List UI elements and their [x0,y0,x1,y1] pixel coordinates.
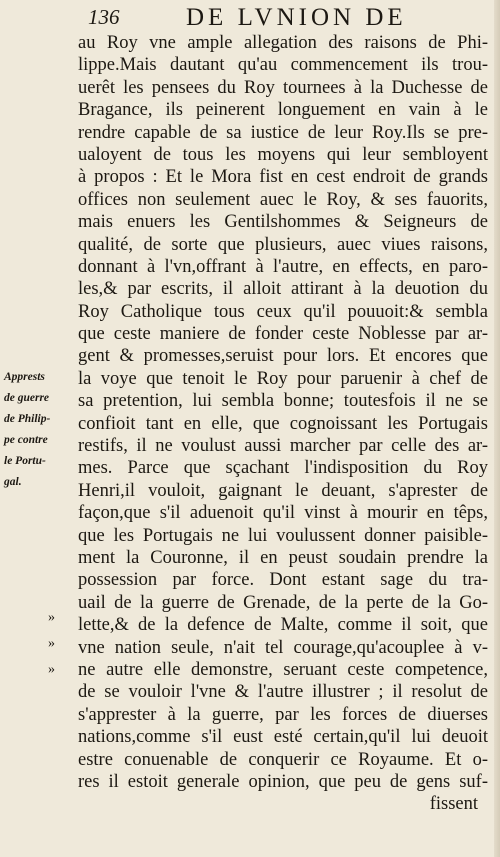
text-line: les,& par escrits, il alloit attirant à la deuotion du [78,279,488,300]
text-line: Bragance, ils peinerent longuement en vain à le [78,100,488,121]
text-line: ne autre elle demonstre, seruant ceste competence, [78,659,488,680]
margin-note-line: Apprests [4,371,45,383]
margin-note-line: gal. [4,476,22,488]
margin-note [4,367,78,493]
text-line: Roy Catholique tous ceux qu'il pouuoit:& sembla [78,301,488,322]
quote-mark: » [48,610,55,625]
text-line: nations,comme s'il eust esté certain,qu'il lui deuoit [78,727,488,748]
quote-mark: » [48,662,55,677]
text-line: au Roy vne ample allegation des raisons de Phi- [78,33,488,53]
text-line: uerêt les pensees du Roy tournees à la Duchesse de [78,77,488,98]
text-line: rendre capable de sa iustice de leur Roy.Ils se pre- [78,122,488,143]
body-text [78,32,488,816]
text-line: uail de la guerre de Grenade, de la perte de la Go- [78,592,488,613]
running-title: DE LVNION DE [186,4,407,31]
text-line: que ceste maniere de fonder ceste Noblesse par ar- [78,324,488,345]
text-line: restifs, il ne voulust aussi marcher par celle des ar- [78,436,488,457]
text-line: à propos : Et le Mora fist en cest endroit de grands [78,167,488,188]
text-line: vne nation seule, n'ait tel courage,qu'acouplee à v- [78,637,488,658]
text-line: lippe.Mais dautant qu'au commencement ils trou- [78,55,488,76]
text-line: qualité, de sorte que plusieurs, auec viues raisons, [78,234,488,255]
text-line: la voye que tenoit le Roy pour paruenir à chef de [78,368,488,389]
text-line: façon,que s'il aduenoit qu'il vinst à mourir en têps, [78,503,488,524]
quote-mark: » [48,636,55,651]
text-line: offices non seulement auec le Roy, & ses fauorits, [78,189,488,210]
text-line: Henri,il vouloit, gaignant le deuant, s'aprester de [78,480,488,501]
margin-note-line: de guerre [4,392,50,404]
page-header [0,2,500,32]
text-line: estre conuenable de conquerir ce Royaume. Et o- [78,749,488,770]
margin-note-line: de Philip- [4,413,51,425]
text-line: sa pretention, lui sembla bonne; toutesfois il ne se [78,391,488,412]
text-line: mes. Parce que sçachant l'indisposition du Roy [78,458,488,479]
text-line: que les Portugais ne lui voulussent donner paisible- [78,525,488,546]
text-line: ment la Couronne, il en peust soudain prendre la [78,547,488,568]
text-line: s'apprester à la guerre, par les forces de diuerses [78,704,488,725]
text-line: donnant à l'vn,offrant à l'autre, en effects, en paro- [78,256,488,277]
page-number: 136 [88,5,120,29]
quotation-marks [48,607,55,685]
text-line: ualoyent de tous les moyens qui leur sembloyent [78,144,488,165]
text-line: gent & promesses,seruist pour lors. Et encores que [78,346,488,367]
margin-note-line: pe contre [4,434,48,446]
text-line: lette,& de la defence de Malte, comme il soit, que [78,615,488,636]
text-line: res il estoit generale opinion, que peu de gens suf- [78,771,488,792]
text-line: mais enuers les Gentilshommes & Seigneurs de [78,212,488,233]
margin-note-line: le Portu- [4,455,46,467]
text-line: possession par force. Dont estant sage du tra- [78,570,488,591]
text-line: confioit tant en elle, que cognoissant les Portugais [78,413,488,434]
text-line: de se vouloir l'vne & l'autre illustrer ; il resolut de [78,682,488,703]
page-edge [494,0,500,857]
text-line: fissent [429,794,478,815]
